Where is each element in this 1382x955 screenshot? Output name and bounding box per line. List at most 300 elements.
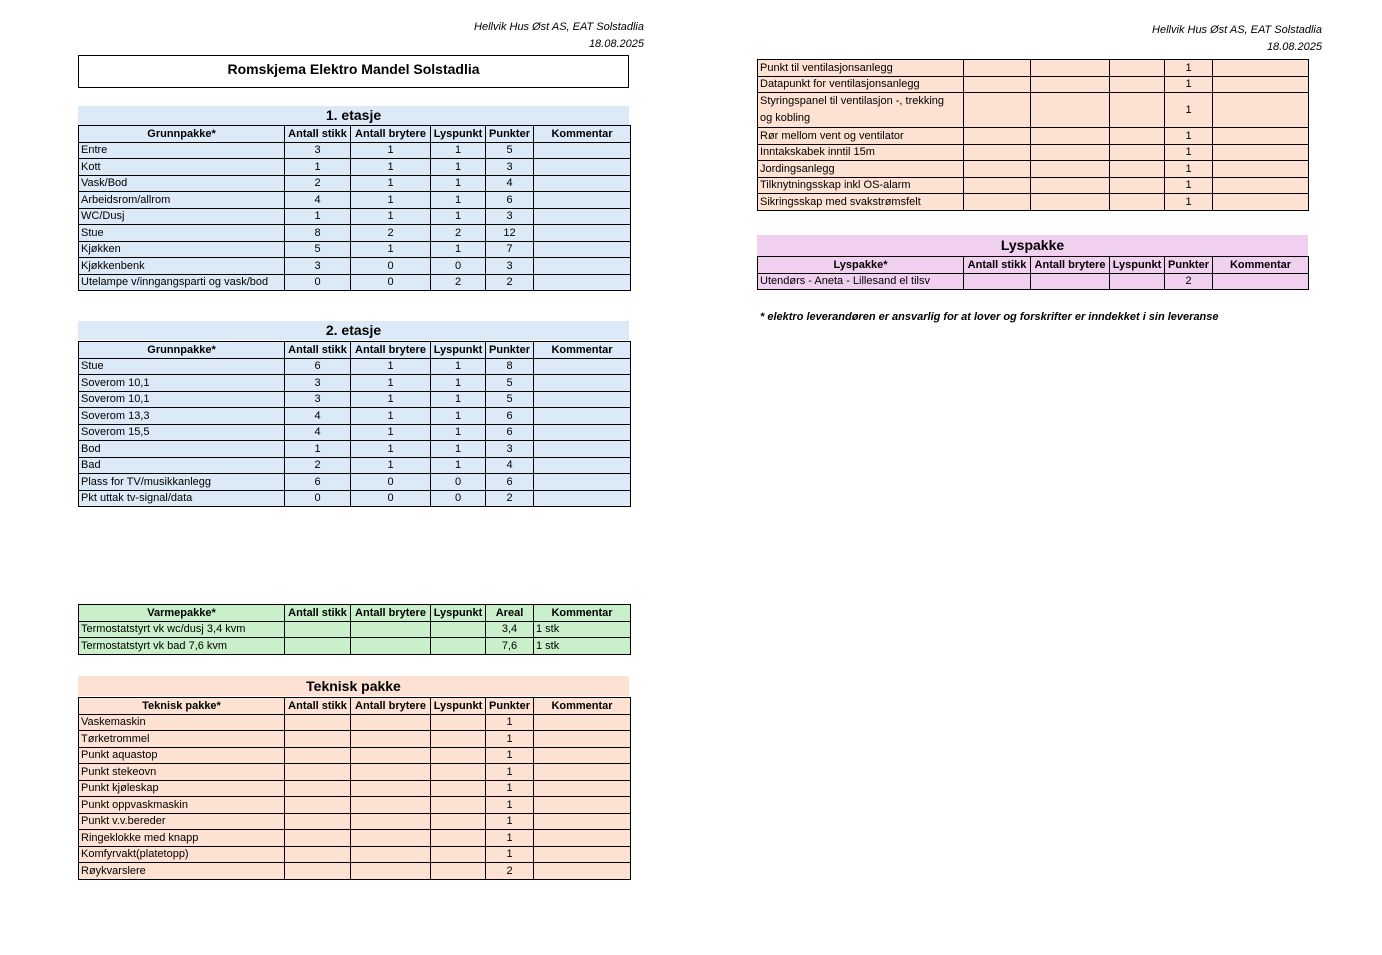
table-cell — [534, 764, 631, 781]
table-cell — [431, 797, 486, 814]
table-cell: 1 — [486, 747, 534, 764]
table-cell — [1213, 144, 1309, 161]
row-label: Vaskemaskin — [79, 714, 285, 731]
table-cell: 5 — [486, 391, 534, 408]
table-header-row — [79, 126, 631, 143]
table-cell: 1 — [285, 159, 351, 176]
table-cell — [351, 747, 431, 764]
table-cell — [431, 638, 486, 655]
table-cell — [1110, 128, 1165, 145]
table-row — [79, 846, 631, 863]
table-cell — [431, 764, 486, 781]
column-header: Antall stikk — [285, 698, 351, 715]
table-cell: 6 — [285, 358, 351, 375]
column-header: Kommentar — [1213, 257, 1309, 274]
table-cell: 1 — [431, 159, 486, 176]
table-cell — [1213, 60, 1309, 77]
column-header: Varmepakke* — [79, 605, 285, 622]
table-cell: 1 — [431, 142, 486, 159]
table-row — [758, 194, 1309, 211]
table-cell — [285, 813, 351, 830]
row-label: Bad — [79, 457, 285, 474]
table-cell: 1 — [431, 457, 486, 474]
document-title: Romskjema Elektro Mandel Solstadlia — [78, 55, 629, 88]
table-cell — [534, 797, 631, 814]
table-cell: 4 — [285, 408, 351, 425]
column-header: Antall brytere — [351, 126, 431, 143]
row-label: Punkt v.v.bereder — [79, 813, 285, 830]
table-cell — [534, 192, 631, 209]
column-header: Grunnpakke* — [79, 126, 285, 143]
table-cell: 1 — [1165, 76, 1213, 93]
table-cell: 2 — [431, 274, 486, 291]
table-row — [79, 358, 631, 375]
table-cell: 6 — [486, 424, 534, 441]
table-cell — [351, 621, 431, 638]
table-cell: 6 — [486, 408, 534, 425]
row-label: Soverom 10,1 — [79, 375, 285, 392]
table-cell — [1110, 144, 1165, 161]
section-title-etasje1: 1. etasje — [78, 106, 629, 125]
table-cell — [534, 457, 631, 474]
table-cell — [1213, 194, 1309, 211]
company-name: Hellvik Hus Øst AS, EAT Solstadlia — [474, 21, 644, 33]
table-cell — [351, 830, 431, 847]
table-row — [758, 128, 1309, 145]
table-cell: 1 — [431, 391, 486, 408]
table-cell — [285, 780, 351, 797]
table-cell — [964, 273, 1031, 290]
table-cell — [1031, 76, 1110, 93]
column-header: Punkter — [486, 126, 534, 143]
table-row — [79, 764, 631, 781]
table-cell — [285, 731, 351, 748]
row-label: Kjøkken — [79, 241, 285, 258]
table-cell — [431, 780, 486, 797]
table-cell: 1 — [486, 780, 534, 797]
table-row — [79, 408, 631, 425]
table-cell — [964, 177, 1031, 194]
table-cell: 1 — [351, 241, 431, 258]
header-right — [1100, 22, 1322, 56]
table-cell: 2 — [285, 457, 351, 474]
table-cell: 12 — [486, 225, 534, 242]
table-row — [79, 175, 631, 192]
table-cell — [1031, 273, 1110, 290]
column-header: Antall stikk — [964, 257, 1031, 274]
table-cell — [534, 208, 631, 225]
row-label: Soverom 15,5 — [79, 424, 285, 441]
table-cell: 0 — [431, 490, 486, 507]
table-cell — [351, 846, 431, 863]
table-cell — [285, 638, 351, 655]
row-label: Punkt stekeovn — [79, 764, 285, 781]
table-cell: 1 — [351, 391, 431, 408]
table-cell — [534, 175, 631, 192]
table-row — [79, 142, 631, 159]
table-cell — [534, 375, 631, 392]
row-label: Komfyrvakt(platetopp) — [79, 846, 285, 863]
table-cell — [534, 780, 631, 797]
table-cell: 2 — [285, 175, 351, 192]
table-cell — [351, 731, 431, 748]
row-label: Tørketrommel — [79, 731, 285, 748]
row-label: Sikringsskap med svakstrømsfelt — [758, 194, 964, 211]
table-cell — [534, 747, 631, 764]
table-cell: 1 — [1165, 161, 1213, 178]
table-cell — [1213, 273, 1309, 290]
table-cell: 0 — [285, 490, 351, 507]
table-cell: 2 — [431, 225, 486, 242]
table-row — [79, 797, 631, 814]
table-cell — [964, 93, 1031, 128]
table-cell: 0 — [351, 474, 431, 491]
section-title-lyspakke: Lyspakke — [757, 235, 1308, 256]
table-cell: 2 — [351, 225, 431, 242]
table-row — [79, 424, 631, 441]
table-cell — [964, 128, 1031, 145]
column-header: Antall stikk — [285, 126, 351, 143]
table-cell: 1 — [1165, 177, 1213, 194]
table-cell: 1 — [1165, 128, 1213, 145]
table-row — [79, 159, 631, 176]
table-cell — [534, 474, 631, 491]
table-teknisk-continued — [757, 59, 1309, 211]
column-header: Antall brytere — [351, 605, 431, 622]
row-label: Stue — [79, 358, 285, 375]
row-label: Kjøkkenbenk — [79, 258, 285, 275]
table-row — [79, 258, 631, 275]
table-cell: 1 — [285, 208, 351, 225]
table-cell: 0 — [431, 474, 486, 491]
column-header: Lyspunkt — [1110, 257, 1165, 274]
table-cell — [534, 358, 631, 375]
row-label: Jordingsanlegg — [758, 161, 964, 178]
table-cell — [534, 441, 631, 458]
table-cell: 2 — [486, 274, 534, 291]
table-cell — [534, 258, 631, 275]
table-cell — [1031, 60, 1110, 77]
table-cell — [964, 60, 1031, 77]
document-date: 18.08.2025 — [588, 38, 644, 50]
table-cell — [1031, 128, 1110, 145]
table-cell — [1110, 93, 1165, 128]
table-row — [79, 490, 631, 507]
table-cell: 1 stk — [534, 638, 631, 655]
table-cell: 1 — [1165, 144, 1213, 161]
table-cell: 4 — [486, 175, 534, 192]
table-cell — [964, 76, 1031, 93]
row-label: Bod — [79, 441, 285, 458]
table-cell: 3 — [285, 142, 351, 159]
table-cell — [285, 714, 351, 731]
table-cell: 1 — [1165, 194, 1213, 211]
table-cell — [534, 424, 631, 441]
table-row — [79, 474, 631, 491]
table-row — [79, 813, 631, 830]
table-cell: 1 — [431, 175, 486, 192]
table-lyspakke — [757, 256, 1309, 290]
table-cell — [1213, 93, 1309, 128]
table-cell — [534, 274, 631, 291]
row-label: Punkt kjøleskap — [79, 780, 285, 797]
table-cell: 7,6 — [486, 638, 534, 655]
row-label: Entre — [79, 142, 285, 159]
table-row — [758, 273, 1309, 290]
table-row — [79, 441, 631, 458]
table-cell: 1 — [486, 846, 534, 863]
table-cell — [534, 241, 631, 258]
table-row — [79, 192, 631, 209]
row-label: Punkt aquastop — [79, 747, 285, 764]
table-cell: 1 — [351, 358, 431, 375]
table-cell — [351, 780, 431, 797]
table-cell — [1213, 128, 1309, 145]
table-cell: 4 — [486, 457, 534, 474]
document-date: 18.08.2025 — [1266, 41, 1322, 53]
row-label: Stue — [79, 225, 285, 242]
column-header: Punkter — [486, 342, 534, 359]
table-cell: 1 — [431, 441, 486, 458]
table-cell: 5 — [285, 241, 351, 258]
table-cell — [431, 714, 486, 731]
table-cell: 1 — [351, 192, 431, 209]
table-cell: 6 — [486, 192, 534, 209]
table-cell: 3 — [285, 391, 351, 408]
table-cell — [534, 830, 631, 847]
table-cell: 0 — [351, 274, 431, 291]
table-cell: 1 — [351, 142, 431, 159]
table-row — [79, 391, 631, 408]
column-header: Lyspunkt — [431, 698, 486, 715]
footnote: * elektro leverandøren er ansvarlig for at lover og forskrifter er inndekket i sin leveranse — [760, 311, 1219, 323]
table-cell — [285, 830, 351, 847]
table-cell — [285, 621, 351, 638]
table-cell: 1 — [486, 714, 534, 731]
table-row — [79, 241, 631, 258]
table-cell — [285, 747, 351, 764]
table-cell: 8 — [486, 358, 534, 375]
table-cell — [1031, 161, 1110, 178]
table-cell — [431, 621, 486, 638]
row-label: Soverom 13,3 — [79, 408, 285, 425]
table-cell: 3 — [486, 441, 534, 458]
table-varmepakke — [78, 604, 631, 655]
column-header: Teknisk pakke* — [79, 698, 285, 715]
row-label: Termostatstyrt vk wc/dusj 3,4 kvm — [79, 621, 285, 638]
table-cell: 1 — [486, 830, 534, 847]
table-cell: 3 — [486, 208, 534, 225]
table-cell — [534, 846, 631, 863]
column-header: Kommentar — [534, 342, 631, 359]
table-cell: 7 — [486, 241, 534, 258]
table-row — [758, 161, 1309, 178]
table-cell — [534, 813, 631, 830]
section-title-etasje2: 2. etasje — [78, 321, 629, 340]
row-label: WC/Dusj — [79, 208, 285, 225]
table-cell: 1 — [351, 424, 431, 441]
table-cell: 1 — [431, 358, 486, 375]
table-cell — [1110, 273, 1165, 290]
table-cell — [534, 142, 631, 159]
table-cell: 3 — [486, 159, 534, 176]
table-cell — [431, 830, 486, 847]
table-row — [79, 274, 631, 291]
table-etasje2 — [78, 341, 631, 507]
table-cell — [285, 846, 351, 863]
table-cell — [964, 144, 1031, 161]
table-cell: 3,4 — [486, 621, 534, 638]
table-cell — [1213, 161, 1309, 178]
table-cell — [1110, 161, 1165, 178]
column-header: Punkter — [486, 698, 534, 715]
table-cell — [1031, 177, 1110, 194]
table-row — [79, 863, 631, 880]
row-label: Røykvarslere — [79, 863, 285, 880]
table-cell — [534, 714, 631, 731]
table-cell: 1 — [431, 408, 486, 425]
table-cell — [351, 764, 431, 781]
table-cell: 1 — [351, 175, 431, 192]
table-cell: 1 — [431, 208, 486, 225]
row-label: Arbeidsrom/allrom — [79, 192, 285, 209]
table-cell — [431, 813, 486, 830]
column-header: Antall brytere — [351, 342, 431, 359]
table-row — [758, 144, 1309, 161]
table-cell — [1213, 177, 1309, 194]
row-label — [758, 93, 964, 128]
row-label: Inntakskabek inntil 15m — [758, 144, 964, 161]
table-cell — [534, 731, 631, 748]
table-cell: 3 — [486, 258, 534, 275]
table-cell — [534, 159, 631, 176]
table-cell: 1 — [431, 192, 486, 209]
table-cell — [1110, 194, 1165, 211]
table-cell: 1 stk — [534, 621, 631, 638]
table-cell: 1 — [351, 208, 431, 225]
table-cell — [351, 714, 431, 731]
row-label: Tilknytningsskap inkl OS-alarm — [758, 177, 964, 194]
table-cell — [534, 391, 631, 408]
column-header: Punkter — [1165, 257, 1213, 274]
table-row — [758, 76, 1309, 93]
row-label: Punkt til ventilasjonsanlegg — [758, 60, 964, 77]
table-cell: 6 — [285, 474, 351, 491]
table-cell: 1 — [351, 159, 431, 176]
table-cell: 1 — [1165, 60, 1213, 77]
table-cell — [1031, 144, 1110, 161]
table-cell — [431, 863, 486, 880]
table-cell — [534, 225, 631, 242]
table-cell — [1213, 76, 1309, 93]
table-header-row — [79, 698, 631, 715]
table-cell: 1 — [486, 797, 534, 814]
table-teknisk — [78, 697, 631, 880]
row-label: Pkt uttak tv-signal/data — [79, 490, 285, 507]
table-cell — [964, 194, 1031, 211]
table-cell: 3 — [285, 258, 351, 275]
table-cell — [1110, 76, 1165, 93]
column-header: Grunnpakke* — [79, 342, 285, 359]
table-cell: 5 — [486, 375, 534, 392]
table-cell — [285, 764, 351, 781]
table-cell: 1 — [285, 441, 351, 458]
column-header: Antall stikk — [285, 605, 351, 622]
table-row — [758, 93, 1309, 128]
column-header: Kommentar — [534, 126, 631, 143]
table-cell: 0 — [431, 258, 486, 275]
table-etasje1 — [78, 125, 631, 291]
table-cell: 1 — [486, 764, 534, 781]
table-cell — [1031, 93, 1110, 128]
table-row — [79, 731, 631, 748]
table-cell: 1 — [351, 408, 431, 425]
table-cell: 4 — [285, 424, 351, 441]
section-title-teknisk: Teknisk pakke — [78, 676, 629, 696]
header-left — [430, 19, 644, 53]
row-label: Datapunkt for ventilasjonsanlegg — [758, 76, 964, 93]
table-cell: 3 — [285, 375, 351, 392]
table-header-row — [79, 605, 631, 622]
table-cell — [431, 747, 486, 764]
table-cell — [1031, 194, 1110, 211]
table-cell: 1 — [486, 731, 534, 748]
table-cell: 1 — [351, 441, 431, 458]
table-row — [79, 780, 631, 797]
column-header: Lyspakke* — [758, 257, 964, 274]
table-cell — [431, 846, 486, 863]
column-header: Lyspunkt — [431, 342, 486, 359]
table-cell: 1 — [351, 457, 431, 474]
column-header: Antall stikk — [285, 342, 351, 359]
table-cell: 5 — [486, 142, 534, 159]
table-cell: 1 — [431, 375, 486, 392]
row-label: Soverom 10,1 — [79, 391, 285, 408]
column-header: Antall brytere — [351, 698, 431, 715]
table-cell: 1 — [351, 375, 431, 392]
table-row — [79, 457, 631, 474]
table-cell: 1 — [431, 424, 486, 441]
table-cell: 0 — [351, 490, 431, 507]
table-cell: 8 — [285, 225, 351, 242]
row-label: Vask/Bod — [79, 175, 285, 192]
table-row — [758, 60, 1309, 77]
table-cell: 2 — [486, 490, 534, 507]
table-row — [79, 208, 631, 225]
column-header: Lyspunkt — [431, 605, 486, 622]
table-cell — [351, 863, 431, 880]
table-row — [79, 747, 631, 764]
table-header-row — [758, 257, 1309, 274]
table-cell — [285, 797, 351, 814]
table-row — [79, 375, 631, 392]
row-label: Termostatstyrt vk bad 7,6 kvm — [79, 638, 285, 655]
table-cell: 2 — [1165, 273, 1213, 290]
table-cell — [534, 863, 631, 880]
table-cell: 2 — [486, 863, 534, 880]
company-name: Hellvik Hus Øst AS, EAT Solstadlia — [1152, 24, 1322, 36]
table-cell: 1 — [486, 813, 534, 830]
row-label: Ringeklokke med knapp — [79, 830, 285, 847]
column-header: Antall brytere — [1031, 257, 1110, 274]
table-cell — [964, 161, 1031, 178]
column-header: Kommentar — [534, 698, 631, 715]
table-row — [79, 830, 631, 847]
table-row — [79, 225, 631, 242]
table-row — [79, 638, 631, 655]
table-row — [758, 177, 1309, 194]
column-header: Areal — [486, 605, 534, 622]
